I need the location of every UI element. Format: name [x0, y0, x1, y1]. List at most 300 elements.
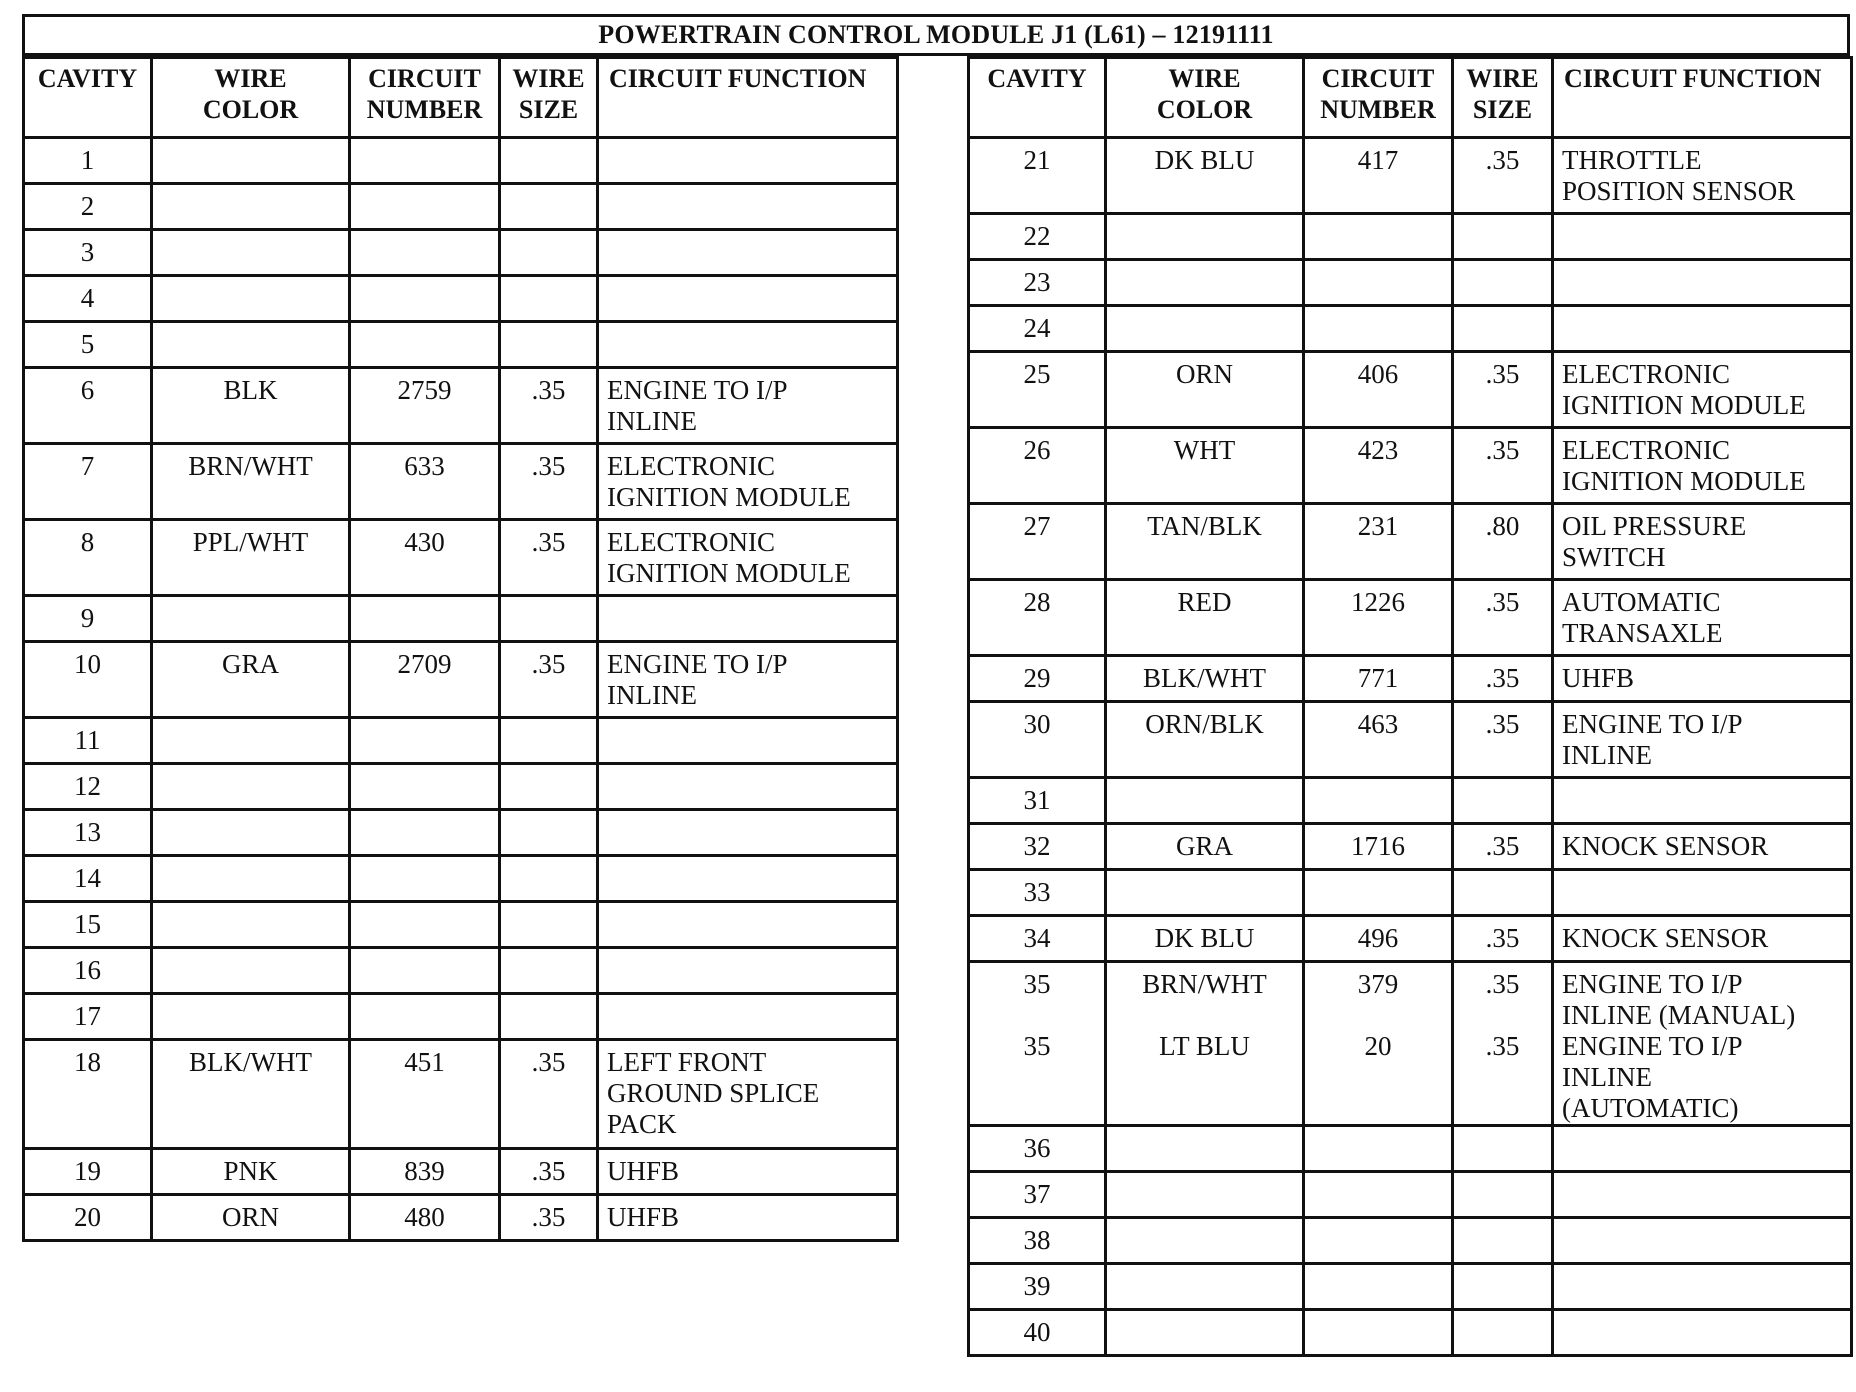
wire-size-cell	[1453, 214, 1553, 260]
cell-line: 1226	[1351, 587, 1405, 617]
cell-line: 38	[1023, 1225, 1051, 1255]
wire-size-cell	[1453, 702, 1553, 778]
cell-line: .35	[1485, 1031, 1520, 1061]
cell-line: ELECTRONIC	[1562, 435, 1730, 465]
header-wire-size: WIRE SIZE	[500, 58, 598, 138]
cell-line: .35	[531, 1156, 566, 1186]
cavity-cell	[24, 230, 152, 276]
cell-line: ORN	[221, 1202, 279, 1232]
circuit-number-cell	[1304, 352, 1453, 428]
wire-color-cell	[152, 1149, 350, 1195]
cell-line: GRA	[1175, 831, 1233, 861]
header-wire-color: WIRE COLOR	[1106, 58, 1304, 138]
cavity-cell	[969, 1310, 1106, 1356]
cavity-cell	[24, 138, 152, 184]
table-header-row	[969, 58, 1852, 138]
table-row	[24, 276, 898, 322]
circuit-function-cell	[598, 1040, 898, 1149]
wire-color-cell	[152, 322, 350, 368]
wire-size-cell	[1453, 352, 1553, 428]
circuit-function-cell	[1553, 428, 1852, 504]
header-cavity: CAVITY	[24, 58, 152, 138]
cell-line: INLINE	[607, 406, 697, 436]
page-title: POWERTRAIN CONTROL MODULE J1 (L61) – 12191111	[22, 14, 1850, 56]
cell-line: 2709	[397, 649, 452, 679]
table-row	[24, 764, 898, 810]
wire-size-cell	[500, 902, 598, 948]
circuit-number-cell	[350, 642, 500, 718]
table-row	[969, 306, 1852, 352]
cell-line: 771	[1357, 663, 1399, 693]
wire-size-cell	[1453, 306, 1553, 352]
cell-line: PACK	[607, 1109, 677, 1139]
circuit-number-cell	[1304, 656, 1453, 702]
wire-size-cell	[1453, 1264, 1553, 1310]
cell-line: LEFT FRONT	[607, 1047, 767, 1077]
table-row	[969, 214, 1852, 260]
table-row	[24, 520, 898, 596]
cell-line: 12	[74, 771, 101, 801]
wire-color-cell	[1106, 1218, 1304, 1264]
cell-line: 24	[1023, 313, 1051, 343]
wire-size-cell	[500, 138, 598, 184]
circuit-number-cell	[350, 230, 500, 276]
cell-line: ENGINE TO I/P	[1562, 1031, 1743, 1061]
table-row	[969, 260, 1852, 306]
wire-color-cell	[1106, 138, 1304, 214]
wire-size-cell	[500, 368, 598, 444]
circuit-function-cell	[598, 444, 898, 520]
wire-size-cell	[1453, 916, 1553, 962]
circuit-number-cell	[350, 1195, 500, 1241]
circuit-number-cell	[1304, 916, 1453, 962]
wire-color-cell	[152, 994, 350, 1040]
wire-size-cell	[1453, 504, 1553, 580]
wire-color-cell	[1106, 870, 1304, 916]
cell-line: 19	[74, 1156, 101, 1186]
circuit-function-cell	[1553, 702, 1852, 778]
wire-size-cell	[500, 1149, 598, 1195]
circuit-number-cell	[1304, 1218, 1453, 1264]
table-row	[969, 962, 1852, 1126]
wire-size-cell	[500, 994, 598, 1040]
cavity-cell	[969, 352, 1106, 428]
circuit-number-cell	[1304, 214, 1453, 260]
circuit-number-cell	[350, 138, 500, 184]
circuit-function-cell	[1553, 962, 1852, 1126]
cavity-cell	[969, 916, 1106, 962]
circuit-number-cell	[350, 322, 500, 368]
cell-line: 2	[80, 191, 95, 221]
header-circuit-number: CIRCUIT NUMBER	[350, 58, 500, 138]
wire-color-cell	[1106, 306, 1304, 352]
cell-line: 406	[1357, 359, 1399, 389]
circuit-function-cell	[1553, 1264, 1852, 1310]
circuit-number-cell	[1304, 306, 1453, 352]
table-row	[969, 580, 1852, 656]
table-row	[969, 702, 1852, 778]
circuit-number-cell	[350, 1149, 500, 1195]
circuit-function-cell	[598, 994, 898, 1040]
cell-line: 2759	[397, 375, 452, 405]
cell-line: 26	[1023, 435, 1051, 465]
wire-color-cell	[1106, 962, 1304, 1126]
cavity-cell	[969, 1126, 1106, 1172]
circuit-function-cell	[598, 642, 898, 718]
cell-line: WHT	[1173, 435, 1236, 465]
cavity-cell	[24, 184, 152, 230]
circuit-function-cell	[598, 718, 898, 764]
cell-line: .35	[531, 375, 566, 405]
header-wire-color: WIRE COLOR	[152, 58, 350, 138]
header-circuit-function: CIRCUIT FUNCTION	[1553, 58, 1852, 138]
cell-line: 31	[1023, 785, 1051, 815]
table-row	[969, 778, 1852, 824]
table-row	[24, 902, 898, 948]
table-row	[24, 1040, 898, 1149]
circuit-function-cell	[598, 138, 898, 184]
cell-line: PPL/WHT	[192, 527, 309, 557]
circuit-function-cell	[598, 810, 898, 856]
wire-color-cell	[152, 718, 350, 764]
cavity-cell	[24, 368, 152, 444]
header-circuit-function: CIRCUIT FUNCTION	[598, 58, 898, 138]
table-row	[24, 184, 898, 230]
circuit-number-cell	[1304, 580, 1453, 656]
cell-line: BLK	[223, 375, 278, 405]
wire-color-cell	[1106, 702, 1304, 778]
circuit-function-cell	[1553, 656, 1852, 702]
cell-line: OIL PRESSURE	[1562, 511, 1747, 541]
circuit-function-cell	[598, 184, 898, 230]
table-row	[969, 428, 1852, 504]
cell-line: ENGINE TO I/P	[1562, 709, 1743, 739]
cavity-cell	[969, 870, 1106, 916]
cell-line: 20	[1364, 1031, 1392, 1061]
cell-line: INLINE (MANUAL)	[1562, 1000, 1796, 1030]
wire-color-cell	[152, 184, 350, 230]
table-row	[24, 642, 898, 718]
circuit-function-cell	[598, 322, 898, 368]
cavity-cell	[969, 214, 1106, 260]
cell-line: 20	[74, 1202, 101, 1232]
wire-size-cell	[500, 276, 598, 322]
cell-line: 14	[74, 863, 101, 893]
cavity-cell	[24, 596, 152, 642]
wire-size-cell	[1453, 870, 1553, 916]
cell-line: 21	[1023, 145, 1051, 175]
wire-color-cell	[152, 856, 350, 902]
table-row	[24, 322, 898, 368]
wire-size-cell	[500, 322, 598, 368]
cell-line: BRN/WHT	[188, 451, 313, 481]
table-row	[969, 1172, 1852, 1218]
cell-line: INLINE	[1562, 740, 1652, 770]
cell-line: .35	[1485, 923, 1520, 953]
cavity-cell	[24, 718, 152, 764]
circuit-number-cell	[1304, 778, 1453, 824]
wire-size-cell	[500, 856, 598, 902]
header-cavity: CAVITY	[969, 58, 1106, 138]
right-pin-table	[967, 56, 1853, 1357]
cavity-cell	[969, 1264, 1106, 1310]
header-wire-size: WIRE SIZE	[1453, 58, 1553, 138]
cavity-cell	[969, 428, 1106, 504]
cell-line: UHFB	[607, 1202, 680, 1232]
cell-line: 430	[404, 527, 445, 557]
cavity-cell	[24, 322, 152, 368]
cavity-cell	[969, 962, 1106, 1126]
circuit-number-cell	[350, 902, 500, 948]
cell-line: ENGINE TO I/P	[607, 375, 788, 405]
cell-line: 463	[1357, 709, 1399, 739]
cell-line: 30	[1023, 709, 1051, 739]
cavity-cell	[969, 306, 1106, 352]
table-row	[969, 1264, 1852, 1310]
cavity-cell	[24, 902, 152, 948]
cell-line: ENGINE TO I/P	[1562, 969, 1743, 999]
cell-line: 15	[74, 909, 101, 939]
table-row	[24, 718, 898, 764]
circuit-function-cell	[598, 1149, 898, 1195]
left-pin-table	[22, 56, 899, 1242]
table-row	[24, 1195, 898, 1241]
circuit-number-cell	[1304, 428, 1453, 504]
circuit-function-cell	[1553, 260, 1852, 306]
cell-line: .35	[1485, 587, 1520, 617]
circuit-number-cell	[1304, 870, 1453, 916]
wire-color-cell	[1106, 428, 1304, 504]
circuit-function-cell	[598, 230, 898, 276]
cell-line: 417	[1357, 145, 1399, 175]
wire-size-cell	[500, 184, 598, 230]
cavity-cell	[969, 778, 1106, 824]
cell-line: GRA	[221, 649, 279, 679]
circuit-number-cell	[350, 368, 500, 444]
circuit-function-cell	[1553, 580, 1852, 656]
wire-size-cell	[1453, 962, 1553, 1126]
cell-line: DK BLU	[1154, 923, 1255, 953]
wire-size-cell	[1453, 824, 1553, 870]
cell-line: 839	[404, 1156, 445, 1186]
cell-line: 33	[1023, 877, 1051, 907]
cavity-cell	[969, 1218, 1106, 1264]
wire-size-cell	[500, 642, 598, 718]
circuit-number-cell	[1304, 138, 1453, 214]
table-row	[24, 948, 898, 994]
circuit-function-cell	[598, 368, 898, 444]
wire-color-cell	[152, 276, 350, 322]
wire-color-cell	[152, 810, 350, 856]
cell-line: 480	[404, 1202, 445, 1232]
cell-line: 5	[80, 329, 95, 359]
wire-color-cell	[152, 1040, 350, 1149]
circuit-function-cell	[1553, 504, 1852, 580]
table-row	[24, 444, 898, 520]
cell-line: .35	[1485, 435, 1520, 465]
table-row	[969, 824, 1852, 870]
circuit-function-cell	[1553, 214, 1852, 260]
cell-line: PNK	[223, 1156, 278, 1186]
circuit-number-cell	[1304, 1264, 1453, 1310]
circuit-number-cell	[350, 718, 500, 764]
cell-line: 1716	[1351, 831, 1405, 861]
wire-size-cell	[1453, 260, 1553, 306]
cell-line: DK BLU	[1154, 145, 1255, 175]
cavity-cell	[24, 856, 152, 902]
cell-line: .35	[1485, 969, 1520, 999]
circuit-function-cell	[598, 948, 898, 994]
cell-line: 35	[1023, 969, 1051, 999]
cavity-cell	[24, 764, 152, 810]
header-circuit-number: CIRCUIT NUMBER	[1304, 58, 1453, 138]
cell-line: KNOCK SENSOR	[1562, 831, 1769, 861]
circuit-number-cell	[1304, 504, 1453, 580]
wire-color-cell	[152, 902, 350, 948]
cell-line: UHFB	[1562, 663, 1635, 693]
cell-line: 40	[1023, 1317, 1051, 1347]
cell-line: (AUTOMATIC)	[1562, 1093, 1739, 1123]
wire-size-cell	[1453, 138, 1553, 214]
circuit-function-cell	[1553, 1126, 1852, 1172]
cell-line: 9	[80, 603, 95, 633]
circuit-number-cell	[350, 764, 500, 810]
wire-color-cell	[1106, 1126, 1304, 1172]
cell-line: 1	[80, 145, 95, 175]
cell-line: 8	[80, 527, 95, 557]
table-row	[24, 810, 898, 856]
cell-line: IGNITION MODULE	[607, 558, 851, 588]
wire-color-cell	[152, 230, 350, 276]
wire-color-cell	[152, 1195, 350, 1241]
table-row	[24, 368, 898, 444]
wire-size-cell	[500, 718, 598, 764]
table-row	[24, 994, 898, 1040]
cell-line: 231	[1357, 511, 1399, 541]
cell-line: 496	[1357, 923, 1399, 953]
cavity-cell	[969, 702, 1106, 778]
cell-line: AUTOMATIC	[1562, 587, 1721, 617]
circuit-function-cell	[1553, 352, 1852, 428]
cavity-cell	[24, 276, 152, 322]
wire-size-cell	[1453, 580, 1553, 656]
circuit-number-cell	[350, 994, 500, 1040]
cell-line: 32	[1023, 831, 1051, 861]
table-row	[24, 596, 898, 642]
cell-line: 36	[1023, 1133, 1051, 1163]
circuit-number-cell	[1304, 260, 1453, 306]
table-row	[969, 1310, 1852, 1356]
cavity-cell	[24, 810, 152, 856]
cavity-cell	[24, 1195, 152, 1241]
circuit-number-cell	[1304, 1310, 1453, 1356]
circuit-function-cell	[1553, 138, 1852, 214]
cell-line: ELECTRONIC	[607, 451, 775, 481]
wire-color-cell	[1106, 580, 1304, 656]
circuit-function-cell	[1553, 1218, 1852, 1264]
cell-line: BLK/WHT	[1143, 663, 1266, 693]
cell-line: LT BLU	[1159, 1031, 1250, 1061]
circuit-number-cell	[350, 810, 500, 856]
wire-color-cell	[152, 138, 350, 184]
wire-color-cell	[1106, 824, 1304, 870]
circuit-number-cell	[1304, 702, 1453, 778]
cavity-cell	[24, 444, 152, 520]
cavity-cell	[24, 642, 152, 718]
wire-color-cell	[152, 764, 350, 810]
wire-size-cell	[1453, 1126, 1553, 1172]
cell-line: 34	[1023, 923, 1051, 953]
cavity-cell	[969, 656, 1106, 702]
cell-line: ENGINE TO I/P	[607, 649, 788, 679]
wire-size-cell	[500, 1040, 598, 1149]
wire-size-cell	[500, 596, 598, 642]
cell-line: ORN/BLK	[1145, 709, 1264, 739]
table-row	[969, 352, 1852, 428]
wire-color-cell	[1106, 916, 1304, 962]
cell-line: .35	[531, 527, 566, 557]
circuit-number-cell	[350, 1040, 500, 1149]
cell-line: POSITION SENSOR	[1562, 176, 1796, 206]
cell-line: 22	[1023, 221, 1051, 251]
table-row	[24, 138, 898, 184]
cell-line: 10	[74, 649, 101, 679]
circuit-number-cell	[1304, 824, 1453, 870]
cell-line: 28	[1023, 587, 1051, 617]
cell-line: .35	[1485, 663, 1520, 693]
circuit-number-cell	[350, 596, 500, 642]
wire-size-cell	[1453, 1172, 1553, 1218]
cell-line: 6	[80, 375, 95, 405]
cell-line: KNOCK SENSOR	[1562, 923, 1769, 953]
cell-line: 11	[74, 725, 101, 755]
wire-size-cell	[1453, 1310, 1553, 1356]
wire-color-cell	[152, 368, 350, 444]
cell-line: 37	[1023, 1179, 1051, 1209]
table-row	[24, 1149, 898, 1195]
wire-color-cell	[1106, 260, 1304, 306]
wire-size-cell	[1453, 1218, 1553, 1264]
wire-color-cell	[1106, 656, 1304, 702]
table-row	[969, 504, 1852, 580]
table-row	[969, 656, 1852, 702]
table-row	[969, 916, 1852, 962]
cell-line: .35	[531, 1202, 566, 1232]
wire-color-cell	[1106, 1172, 1304, 1218]
cavity-cell	[969, 260, 1106, 306]
circuit-function-cell	[598, 276, 898, 322]
cell-line: SWITCH	[1562, 542, 1666, 572]
cavity-cell	[969, 138, 1106, 214]
cell-line: UHFB	[607, 1156, 680, 1186]
wire-size-cell	[500, 810, 598, 856]
circuit-function-cell	[1553, 1310, 1852, 1356]
wire-size-cell	[500, 520, 598, 596]
cell-line: 29	[1023, 663, 1051, 693]
circuit-function-cell	[598, 1195, 898, 1241]
wire-color-cell	[1106, 504, 1304, 580]
cell-line: INLINE	[607, 680, 697, 710]
cell-line: 7	[80, 451, 95, 481]
cell-line: 18	[74, 1047, 101, 1077]
cell-line: .35	[1485, 831, 1520, 861]
cell-line: 13	[74, 817, 101, 847]
wire-size-cell	[1453, 778, 1553, 824]
wire-size-cell	[500, 230, 598, 276]
circuit-function-cell	[1553, 778, 1852, 824]
cell-line: 3	[80, 237, 95, 267]
cell-line: 423	[1357, 435, 1399, 465]
